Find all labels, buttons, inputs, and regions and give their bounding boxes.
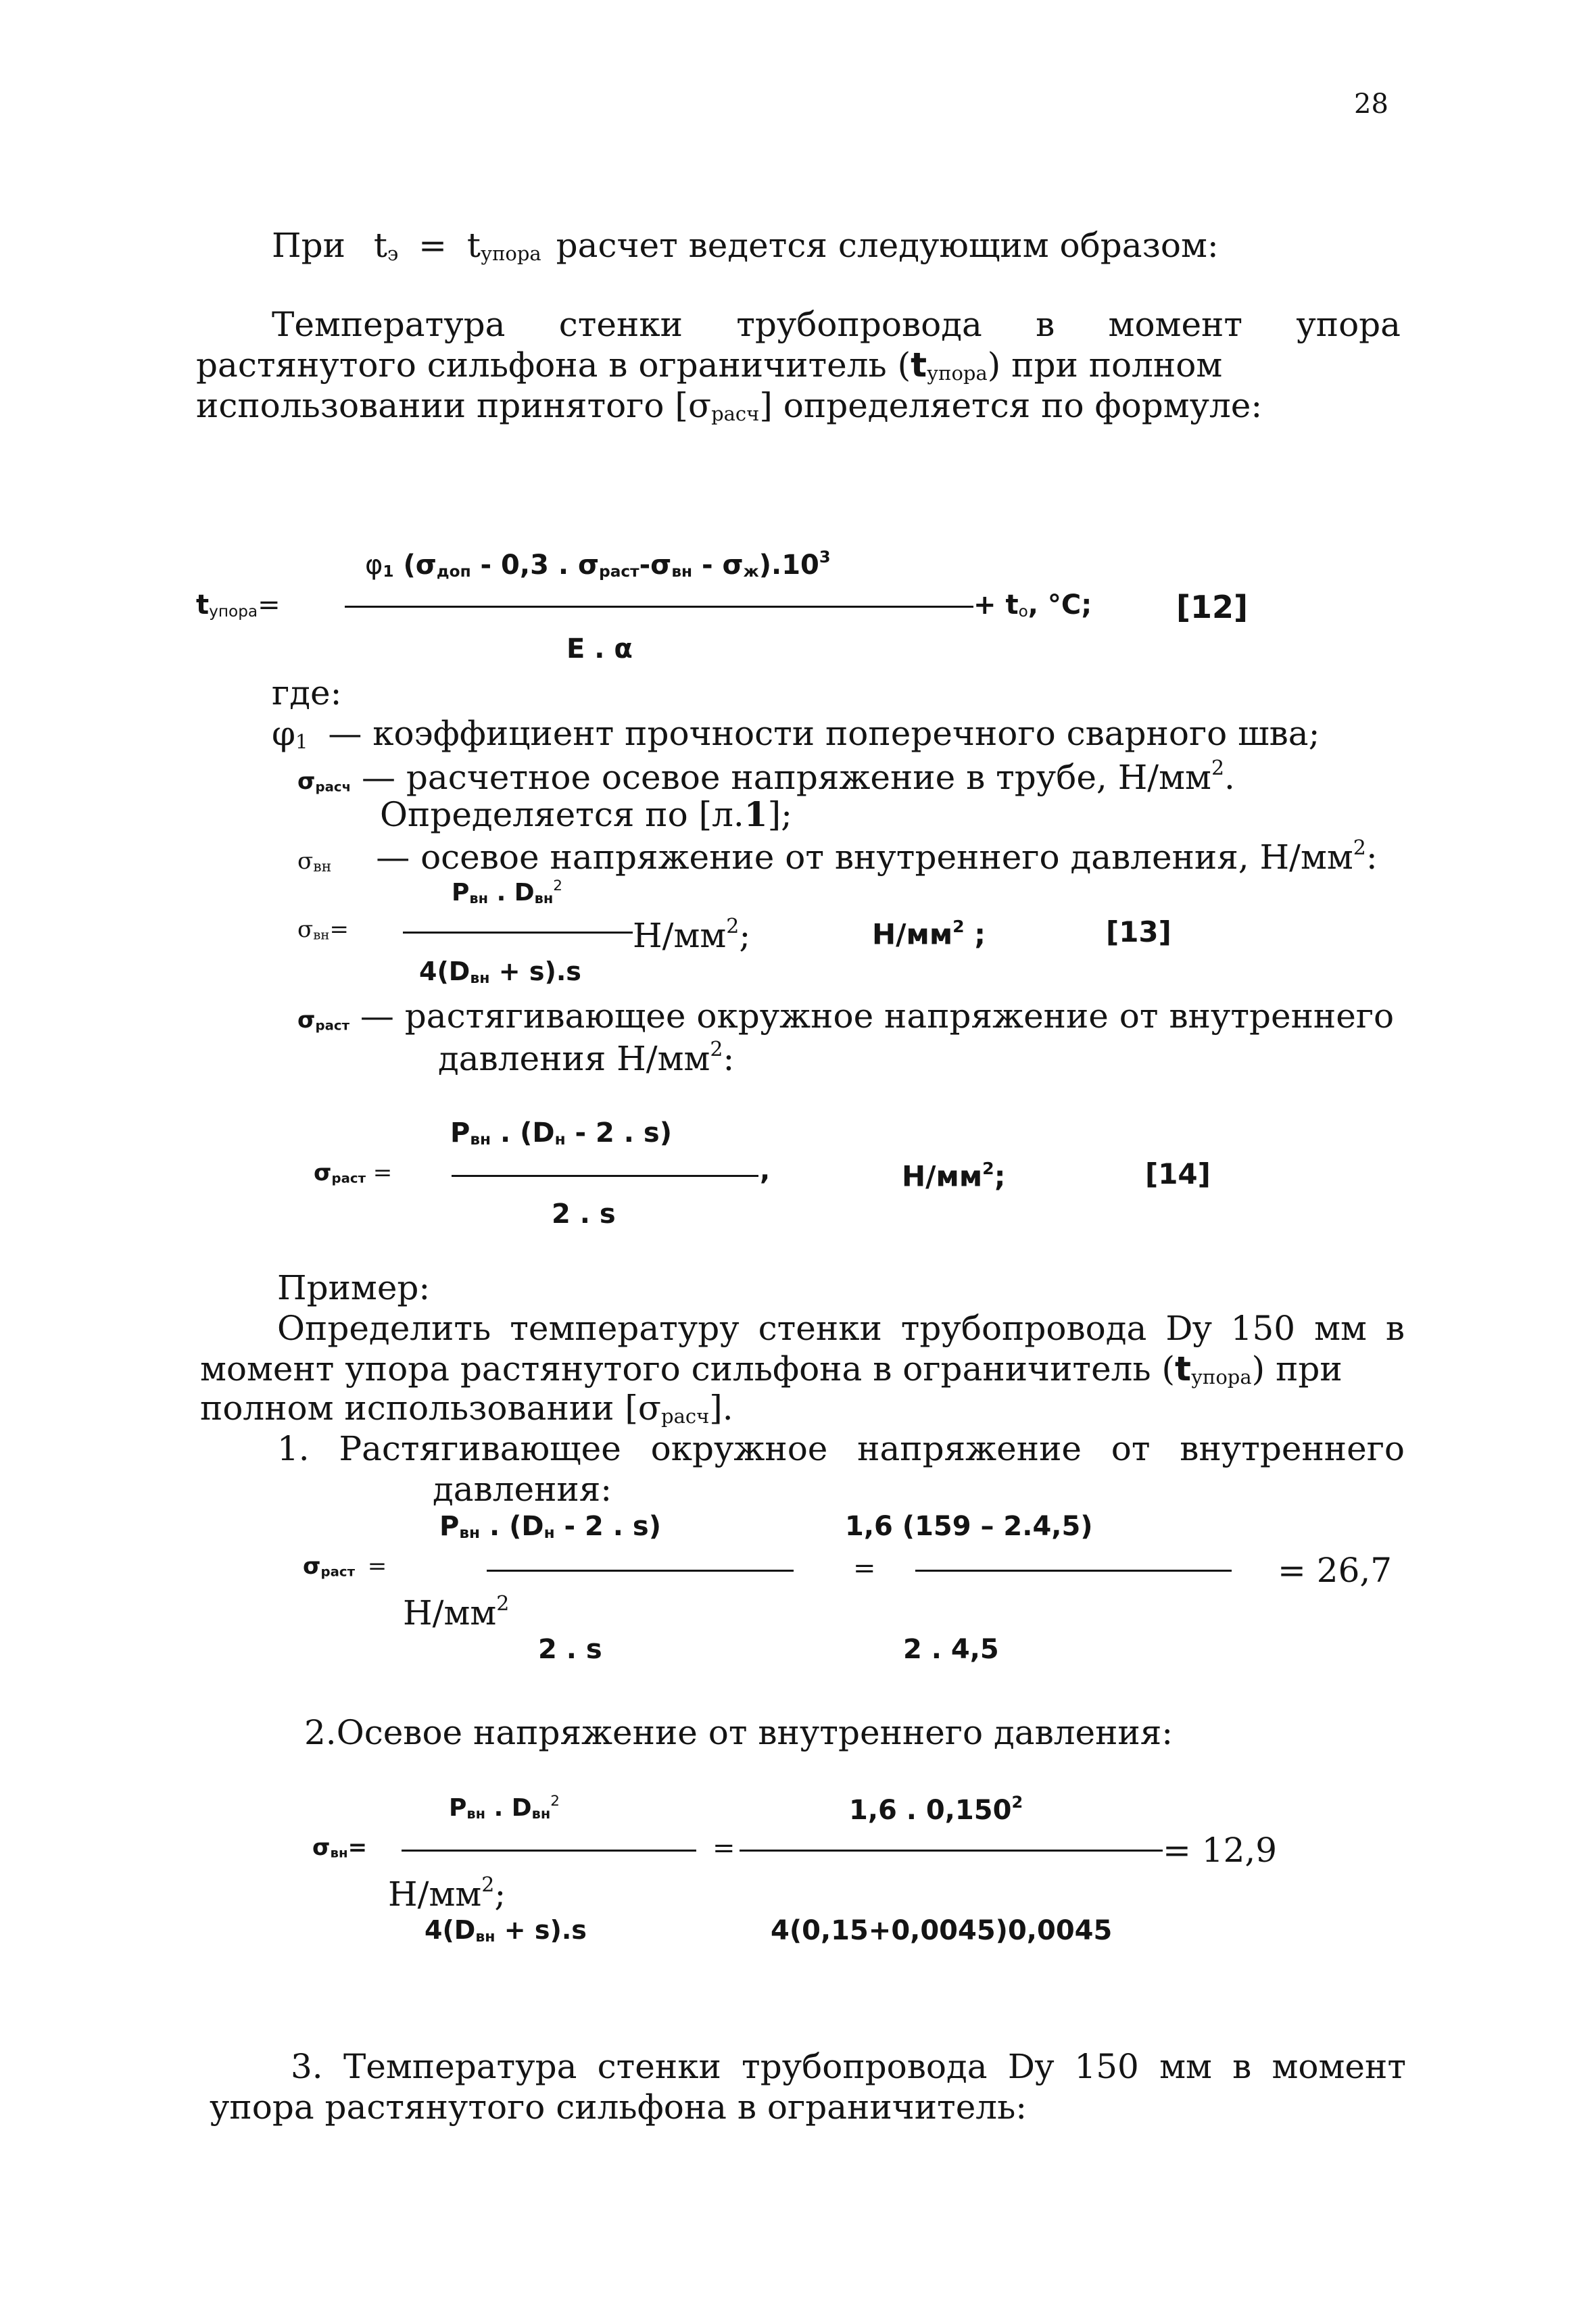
para1-line2: растянутого сильфона в ограничитель (tупора) при полном	[196, 345, 1223, 385]
calc1-den-numeric: 2 . 4,5	[903, 1634, 999, 1665]
page-number: 28	[1354, 89, 1388, 120]
calc2-numerator-symbolic: Pвн . Dвн$^2$	[449, 1793, 560, 1823]
para1-line3: использовании принятого [σрасч] определяется по формуле:	[196, 386, 1263, 426]
item3-line2: упора растянутого сильфона в ограничитель:	[210, 2088, 1027, 2127]
calc2-bar-numeric	[740, 1850, 1163, 1852]
example-title: Пример:	[277, 1268, 431, 1307]
f13-unit-bold: $Н/мм^2$ ;	[872, 917, 986, 951]
t-e-symbol: tэ	[373, 226, 399, 266]
f12-tail: + tо, °C;	[973, 589, 1092, 621]
def-sigma-rast-2: давления $Н/мм^2$:	[438, 1038, 735, 1078]
calc2-result: = 12,9	[1163, 1831, 1278, 1870]
calc1-result: = 26,7	[1278, 1551, 1393, 1590]
f12-fraction-bar	[345, 606, 973, 608]
f13-unit: $Н/мм^2$;	[633, 915, 751, 955]
calc1-lhs: σраст =	[303, 1553, 387, 1580]
f13-lhs: σвн=	[297, 916, 349, 943]
def-sigma-rasch-2: Определяется по [л.1];	[380, 794, 792, 834]
calc1-numerator-numeric: 1,6 (159 – 2.4,5)	[845, 1511, 1093, 1542]
intro-line	[272, 228, 1219, 264]
example-line2: момент упора растянутого сильфона в ограничитель (tупора) при	[200, 1349, 1343, 1389]
f14-numerator: Pвн . (Dн - 2 . s)	[450, 1117, 673, 1149]
def-sigma-vn: σвн — осевое напряжение от внутреннего давления, $Н/мм^2$:	[297, 836, 1378, 877]
f12-lhs: tупора=	[196, 589, 281, 621]
f14-fraction-bar	[452, 1175, 758, 1177]
def-phi: φ1 — коэффициент прочности поперечного сварного шва;	[272, 714, 1320, 754]
t-upora-symbol: tупора	[466, 226, 541, 266]
calc1-numerator-symbolic: Pвн . (Dн - 2 . s)	[439, 1511, 662, 1543]
f14-comma: ,	[760, 1155, 771, 1186]
calc2-lhs: σвн=	[312, 1834, 368, 1861]
example-line3: полном использовании [σрасч].	[200, 1389, 733, 1428]
calc1-den-symbolic: 2 . s	[538, 1634, 602, 1665]
calc2-den-numeric: 4(0,15+0,0045)0,0045	[771, 1915, 1113, 1946]
f14-denominator: 2 . s	[552, 1199, 616, 1230]
f13-denominator: 4(Dвн + s).s	[419, 957, 581, 987]
f14-ref: [14]	[1145, 1157, 1211, 1190]
example-line1: Определить температуру стенки трубопровода Dy 150 мм в	[277, 1309, 1405, 1348]
example-item1-line1: 1. Растягивающее окружное напряжение от внутреннего	[277, 1429, 1405, 1468]
calc2-unit: $Н/мм^2$;	[388, 1873, 506, 1914]
f12-ref: [12]	[1176, 589, 1249, 625]
calc1-eq-mid: =	[853, 1553, 876, 1584]
example-item1-line2: давления:	[433, 1470, 612, 1509]
f13-ref: [13]	[1106, 915, 1171, 948]
calc2-den-symbolic: 4(Dвн + s).s	[425, 1915, 587, 1946]
calc1-bar-numeric	[915, 1570, 1232, 1572]
f12-numerator: φ1 (σдоп - 0,3 . σраст-σвн - $\sigma ж).10^3$	[365, 548, 831, 581]
def-sigma-rast: σраст — растягивающее окружное напряжение от внутреннего	[297, 996, 1395, 1036]
item2-text: 2.Осевое напряжение от внутреннего давления:	[304, 1713, 1174, 1752]
intro-eq: =	[418, 226, 447, 265]
def-sigma-rasch: σрасч — расчетное осевое напряжение в трубе, $Н/мм^2$.	[297, 756, 1235, 797]
f13-numerator: Pвн . Dвн$^2$	[452, 877, 563, 907]
calc1-bar-symbolic	[487, 1570, 794, 1572]
intro-pre: При	[272, 226, 345, 265]
f12-denominator: E . α	[566, 633, 633, 665]
f13-fraction-bar	[403, 932, 633, 934]
where-label: где:	[272, 673, 342, 713]
calc2-eq-mid: =	[712, 1833, 735, 1864]
calc2-numerator-numeric: 1,6 . 0,150$^2$	[849, 1793, 1023, 1826]
f14-unit: $Н/мм^2$;	[902, 1159, 1006, 1193]
para1-line1: Температура стенки трубопровода в момент упора	[272, 305, 1401, 344]
intro-post: расчет ведется следующим образом:	[556, 226, 1219, 265]
calc1-unit: $Н/мм^2$	[403, 1592, 510, 1633]
item3-line1: 3. Температура стенки трубопровода Dy 150 мм в момент	[291, 2047, 1406, 2086]
f14-lhs: σраст =	[314, 1159, 393, 1186]
calc2-bar-symbolic	[402, 1850, 696, 1852]
